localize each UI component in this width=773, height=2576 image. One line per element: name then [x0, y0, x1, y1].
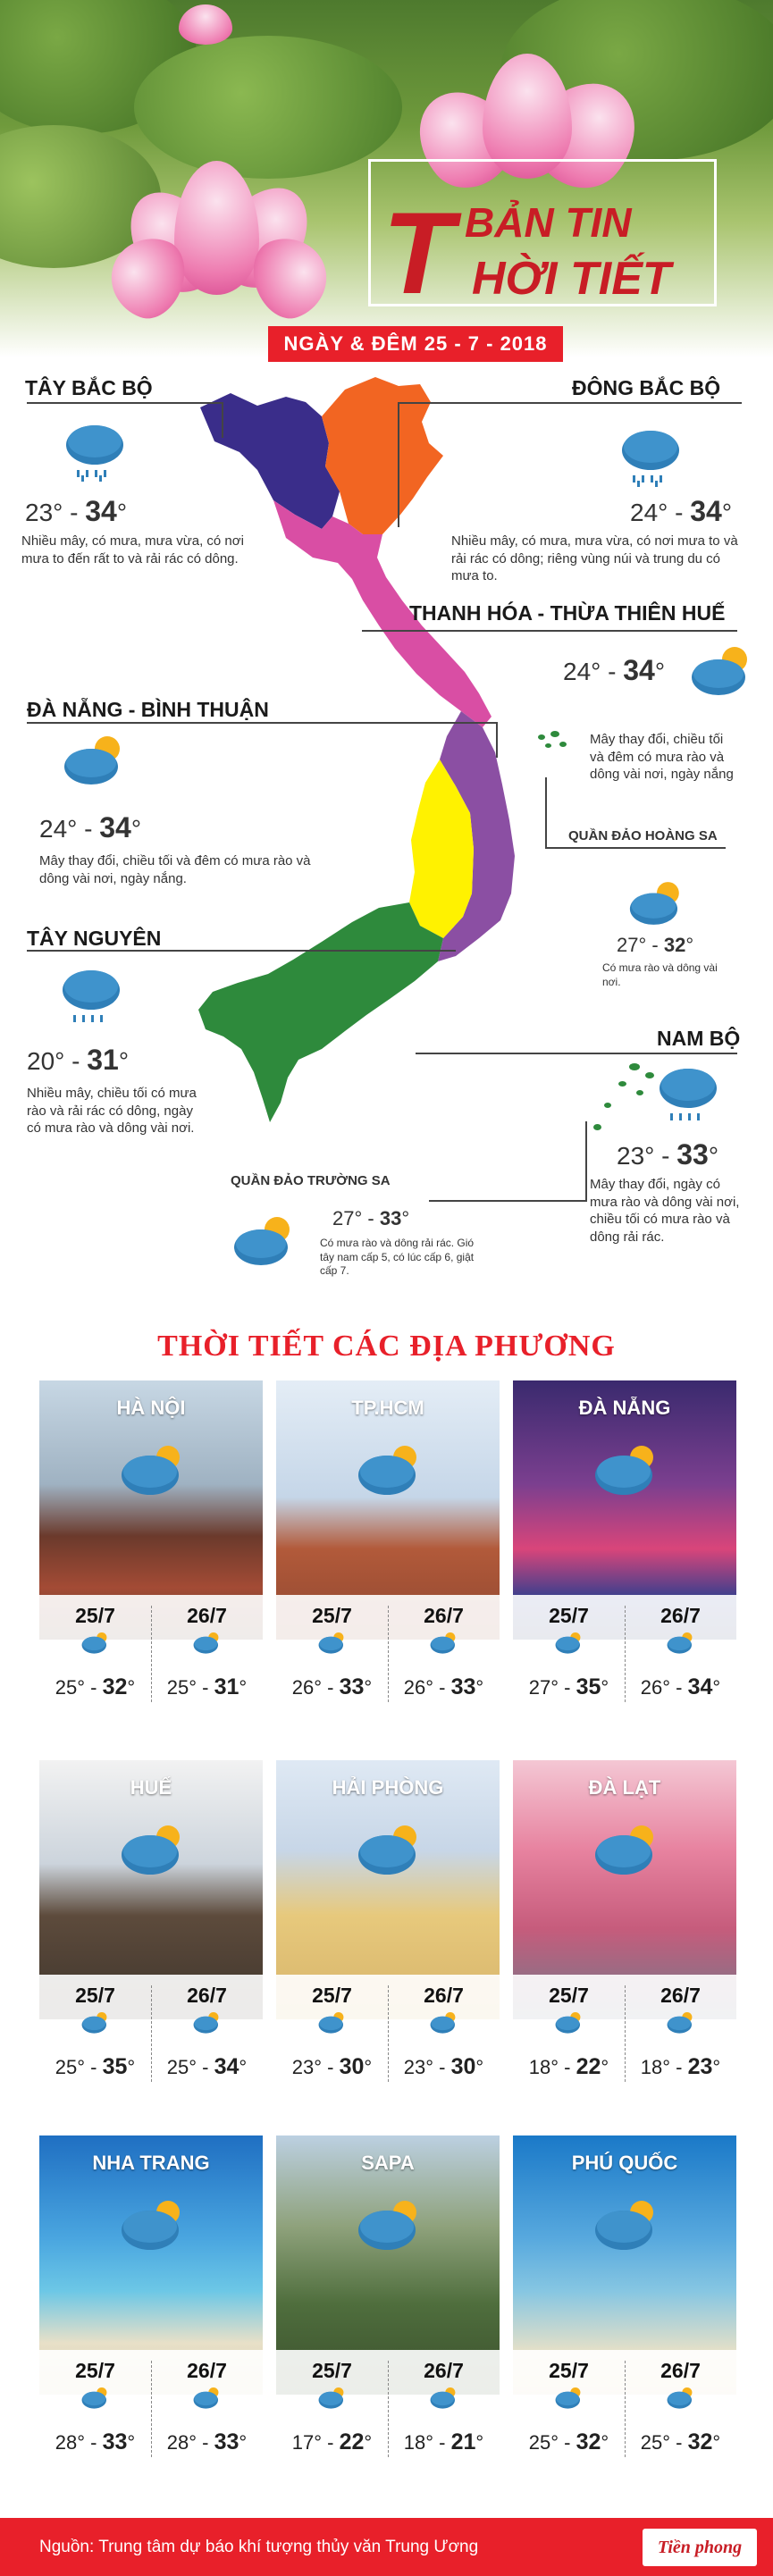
region-dong-bac [572, 375, 720, 402]
region-temp: 27° - 32° [617, 934, 694, 956]
small-weather-icon [80, 2385, 112, 2412]
forecast-strip [513, 1975, 736, 2089]
forecast-day-2 [625, 2350, 736, 2464]
forecast-strip [39, 1595, 263, 1709]
region-desc: Mây thay đổi, ngày có mưa rào và dông vài nơi, chiều tối có mưa rào và dông rải rác. [590, 1177, 740, 1245]
forecast-day-1 [276, 1975, 388, 2089]
map-region-nam-bo [198, 902, 443, 1122]
city-weather-icon [118, 1819, 189, 1882]
small-weather-icon [553, 2385, 585, 2412]
forecast-temp: 26° - 33° [403, 1674, 484, 1699]
forecast-temp: 25° - 31° [166, 1674, 248, 1699]
small-weather-icon [191, 1630, 223, 1657]
region-tay-nguyen [27, 926, 161, 952]
leader-line [398, 402, 742, 404]
region-name: NAM BỘ [657, 1027, 741, 1050]
small-weather-icon [80, 1630, 112, 1657]
leader-line [362, 630, 737, 632]
sun-cloud-icon [231, 1210, 298, 1272]
title-line-1: BẢN TIN [465, 199, 632, 246]
city-name: NHA TRANG [92, 2152, 210, 2174]
forecast-day-1 [276, 1595, 388, 1709]
region-name: ĐÀ NẴNG - BÌNH THUẬN [27, 698, 269, 721]
forecast-temp: 25° - 32° [640, 2429, 721, 2454]
forecast-temp: 23° - 30° [403, 2054, 484, 2079]
region-name: THANH HÓA - THỪA THIÊN HUẾ [409, 601, 726, 625]
city-weather-icon [355, 1439, 426, 1502]
forecast-day-2 [388, 2350, 500, 2464]
forecast-date: 26/7 [187, 1984, 227, 2007]
small-weather-icon [316, 1630, 349, 1657]
map-region-dong-bac [322, 377, 443, 534]
region-da-nang [27, 697, 269, 724]
city-name: HẢI PHÒNG [332, 1776, 444, 1799]
tienphong-logo: Tiền phong [643, 2529, 757, 2566]
forecast-date: 25/7 [312, 2359, 352, 2382]
region-temp: 27° - 33° [332, 1207, 410, 1229]
small-weather-icon [316, 2385, 349, 2412]
region-desc: Nhiều mây, có mưa, mưa vừa, có nơi mưa to và rải rác có dông; riêng vùng núi và trung du có mưa to. [451, 533, 738, 583]
forecast-temp: 25° - 32° [528, 2429, 609, 2454]
leader-line [429, 1200, 587, 1202]
city-weather-icon [592, 1819, 663, 1882]
city-name: TP.HCM [351, 1397, 424, 1419]
rain-cloud-icon [57, 965, 125, 1028]
forecast-temp: 18° - 23° [640, 2054, 721, 2079]
leader-line [222, 402, 223, 438]
small-weather-icon [428, 2010, 460, 2036]
city-card [276, 1760, 500, 2089]
forecast-day-1 [39, 1595, 151, 1709]
leader-line [585, 1121, 587, 1202]
city-card [276, 1380, 500, 1709]
forecast-day-1 [39, 2350, 151, 2464]
region-temp: 23° - 33° [617, 1138, 719, 1171]
forecast-temp: 25° - 34° [166, 2054, 248, 2079]
city-weather-icon [355, 1819, 426, 1882]
city-card [39, 1380, 263, 1709]
region-temp: 20° - 31° [27, 1044, 130, 1076]
rain-cloud-icon [617, 425, 685, 488]
rain-cloud-icon [61, 420, 129, 482]
forecast-date: 25/7 [549, 1604, 589, 1627]
forecast-temp: 25° - 35° [55, 2054, 136, 2079]
forecast-date: 26/7 [660, 1604, 701, 1627]
forecast-date: 25/7 [75, 1604, 115, 1627]
city-card [39, 2135, 263, 2464]
region-thanh-hoa-hue [409, 600, 725, 627]
vietnam-map [188, 366, 563, 1135]
sun-cloud-icon [61, 729, 129, 792]
region-hoang-sa: QUẦN ĐẢO HOÀNG SA [568, 828, 718, 843]
region-temp: 24° - 34° [39, 811, 142, 843]
region-desc: Mây thay đổi, chiều tối và đêm có mưa rào và dông vài nơi, ngày nắng. [39, 853, 311, 886]
forecast-date: 26/7 [424, 1604, 464, 1627]
forecast-date: 25/7 [75, 1984, 115, 2007]
forecast-date: 25/7 [549, 2359, 589, 2382]
forecast-date: 25/7 [75, 2359, 115, 2382]
forecast-day-2 [151, 1595, 263, 1709]
forecast-day-2 [625, 1595, 736, 1709]
city-weather-icon [355, 2194, 426, 2257]
small-weather-icon [428, 2385, 460, 2412]
forecast-strip [39, 2350, 263, 2464]
forecast-strip [39, 1975, 263, 2089]
forecast-date: 26/7 [187, 2359, 227, 2382]
leader-line [416, 1053, 737, 1054]
lotus-bud [179, 4, 232, 45]
leader-line [547, 847, 726, 849]
small-weather-icon [665, 2385, 697, 2412]
forecast-day-2 [388, 1595, 500, 1709]
date-banner: NGÀY & ĐÊM 25 - 7 - 2018 [268, 326, 563, 362]
forecast-strip [513, 2350, 736, 2464]
forecast-date: 26/7 [660, 2359, 701, 2382]
region-desc: Có mưa rào và dông rải rác. Gió tây nam cấp 5, có lúc cấp 6, giật cấp 7. [320, 1237, 475, 1278]
small-weather-icon [665, 1630, 697, 1657]
hoang-sa-islands [536, 731, 572, 758]
forecast-date: 25/7 [312, 1604, 352, 1627]
title-initial: T [382, 188, 454, 318]
city-name: ĐÀ NẴNG [578, 1397, 671, 1419]
region-temp: 23° - 34° [25, 495, 128, 527]
city-card [39, 1760, 263, 2089]
leader-line [545, 777, 547, 849]
header-banner [0, 0, 773, 357]
small-weather-icon [80, 2010, 112, 2036]
sun-cloud-icon [688, 640, 756, 702]
forecast-date: 26/7 [660, 1984, 701, 2007]
small-weather-icon [191, 2385, 223, 2412]
forecast-temp: 27° - 35° [528, 1674, 609, 1699]
local-weather-title: THỜI TIẾT CÁC ĐỊA PHƯƠNG [157, 1330, 616, 1363]
leader-line [398, 402, 399, 527]
city-weather-icon [592, 2194, 663, 2257]
region-temp: 24° - 34° [630, 495, 733, 527]
city-name: HÀ NỘI [116, 1397, 186, 1419]
source-text: Nguồn: Trung tâm dự báo khí tượng thủy văn Trung Ương [39, 2537, 479, 2556]
forecast-temp: 26° - 33° [291, 1674, 373, 1699]
city-name: HUẾ [130, 1776, 172, 1799]
leader-line [496, 722, 498, 758]
small-weather-icon [316, 2010, 349, 2036]
region-tay-bac [25, 375, 239, 402]
forecast-temp: 23° - 30° [291, 2054, 373, 2079]
region-desc: Mây thay đổi, chiều tối và đêm có mưa rào và dông vài nơi, ngày nắng [590, 732, 734, 782]
forecast-day-1 [513, 1975, 625, 2089]
lotus-leaf [134, 36, 402, 179]
leader-line [27, 402, 223, 404]
city-card [513, 2135, 736, 2464]
footer [0, 2518, 773, 2576]
region-name: TÂY NGUYÊN [27, 927, 162, 950]
city-weather-icon [592, 1439, 663, 1502]
forecast-temp: 28° - 33° [55, 2429, 136, 2454]
forecast-date: 25/7 [312, 1984, 352, 2007]
forecast-temp: 28° - 33° [166, 2429, 248, 2454]
forecast-strip [513, 1595, 736, 1709]
rain-cloud-icon [654, 1063, 722, 1126]
region-truong-sa: QUẦN ĐẢO TRƯỜNG SA [231, 1173, 391, 1188]
forecast-date: 26/7 [187, 1604, 227, 1627]
region-nam-bo [657, 1026, 740, 1053]
small-weather-icon [553, 1630, 585, 1657]
forecast-day-1 [276, 2350, 388, 2464]
forecast-day-2 [625, 1975, 736, 2089]
forecast-temp: 18° - 21° [403, 2429, 484, 2454]
city-weather-icon [118, 1439, 189, 1502]
forecast-strip [276, 1975, 500, 2089]
city-card [513, 1760, 736, 2089]
small-weather-icon [553, 2010, 585, 2036]
region-temp: 24° - 34° [563, 654, 666, 686]
city-card [513, 1380, 736, 1709]
forecast-day-1 [513, 2350, 625, 2464]
forecast-day-1 [513, 1595, 625, 1709]
region-name: TÂY BẮC BỘ [25, 376, 153, 399]
region-desc: Nhiều mây, có mưa, mưa vừa, có nơi mưa to đến rất to và rải rác có dông. [21, 533, 244, 566]
forecast-date: 25/7 [549, 1984, 589, 2007]
forecast-day-1 [39, 1975, 151, 2089]
sun-cloud-icon [626, 876, 688, 931]
forecast-day-2 [151, 2350, 263, 2464]
region-name: ĐÔNG BẮC BỘ [572, 376, 721, 399]
region-desc: Có mưa rào và dông vài nơi. [602, 961, 718, 988]
city-name: PHÚ QUỐC [571, 2152, 678, 2174]
forecast-date: 26/7 [424, 1984, 464, 2007]
forecast-day-2 [388, 1975, 500, 2089]
city-name: SAPA [361, 2152, 415, 2174]
title-line-2: HỜI TIẾT [472, 253, 671, 305]
forecast-temp: 17° - 22° [291, 2429, 373, 2454]
small-weather-icon [191, 2010, 223, 2036]
forecast-strip [276, 1595, 500, 1709]
forecast-day-2 [151, 1975, 263, 2089]
forecast-date: 26/7 [424, 2359, 464, 2382]
small-weather-icon [665, 2010, 697, 2036]
forecast-temp: 26° - 34° [640, 1674, 721, 1699]
city-weather-icon [118, 2194, 189, 2257]
region-desc: Nhiều mây, chiều tối có mưa rào và rải rác có dông, ngày có mưa rào và dông vài nơi. [27, 1086, 197, 1136]
small-weather-icon [428, 1630, 460, 1657]
forecast-temp: 18° - 22° [528, 2054, 609, 2079]
forecast-temp: 25° - 32° [55, 1674, 136, 1699]
city-name: ĐÀ LẠT [588, 1776, 661, 1799]
forecast-strip [276, 2350, 500, 2464]
city-card [276, 2135, 500, 2464]
